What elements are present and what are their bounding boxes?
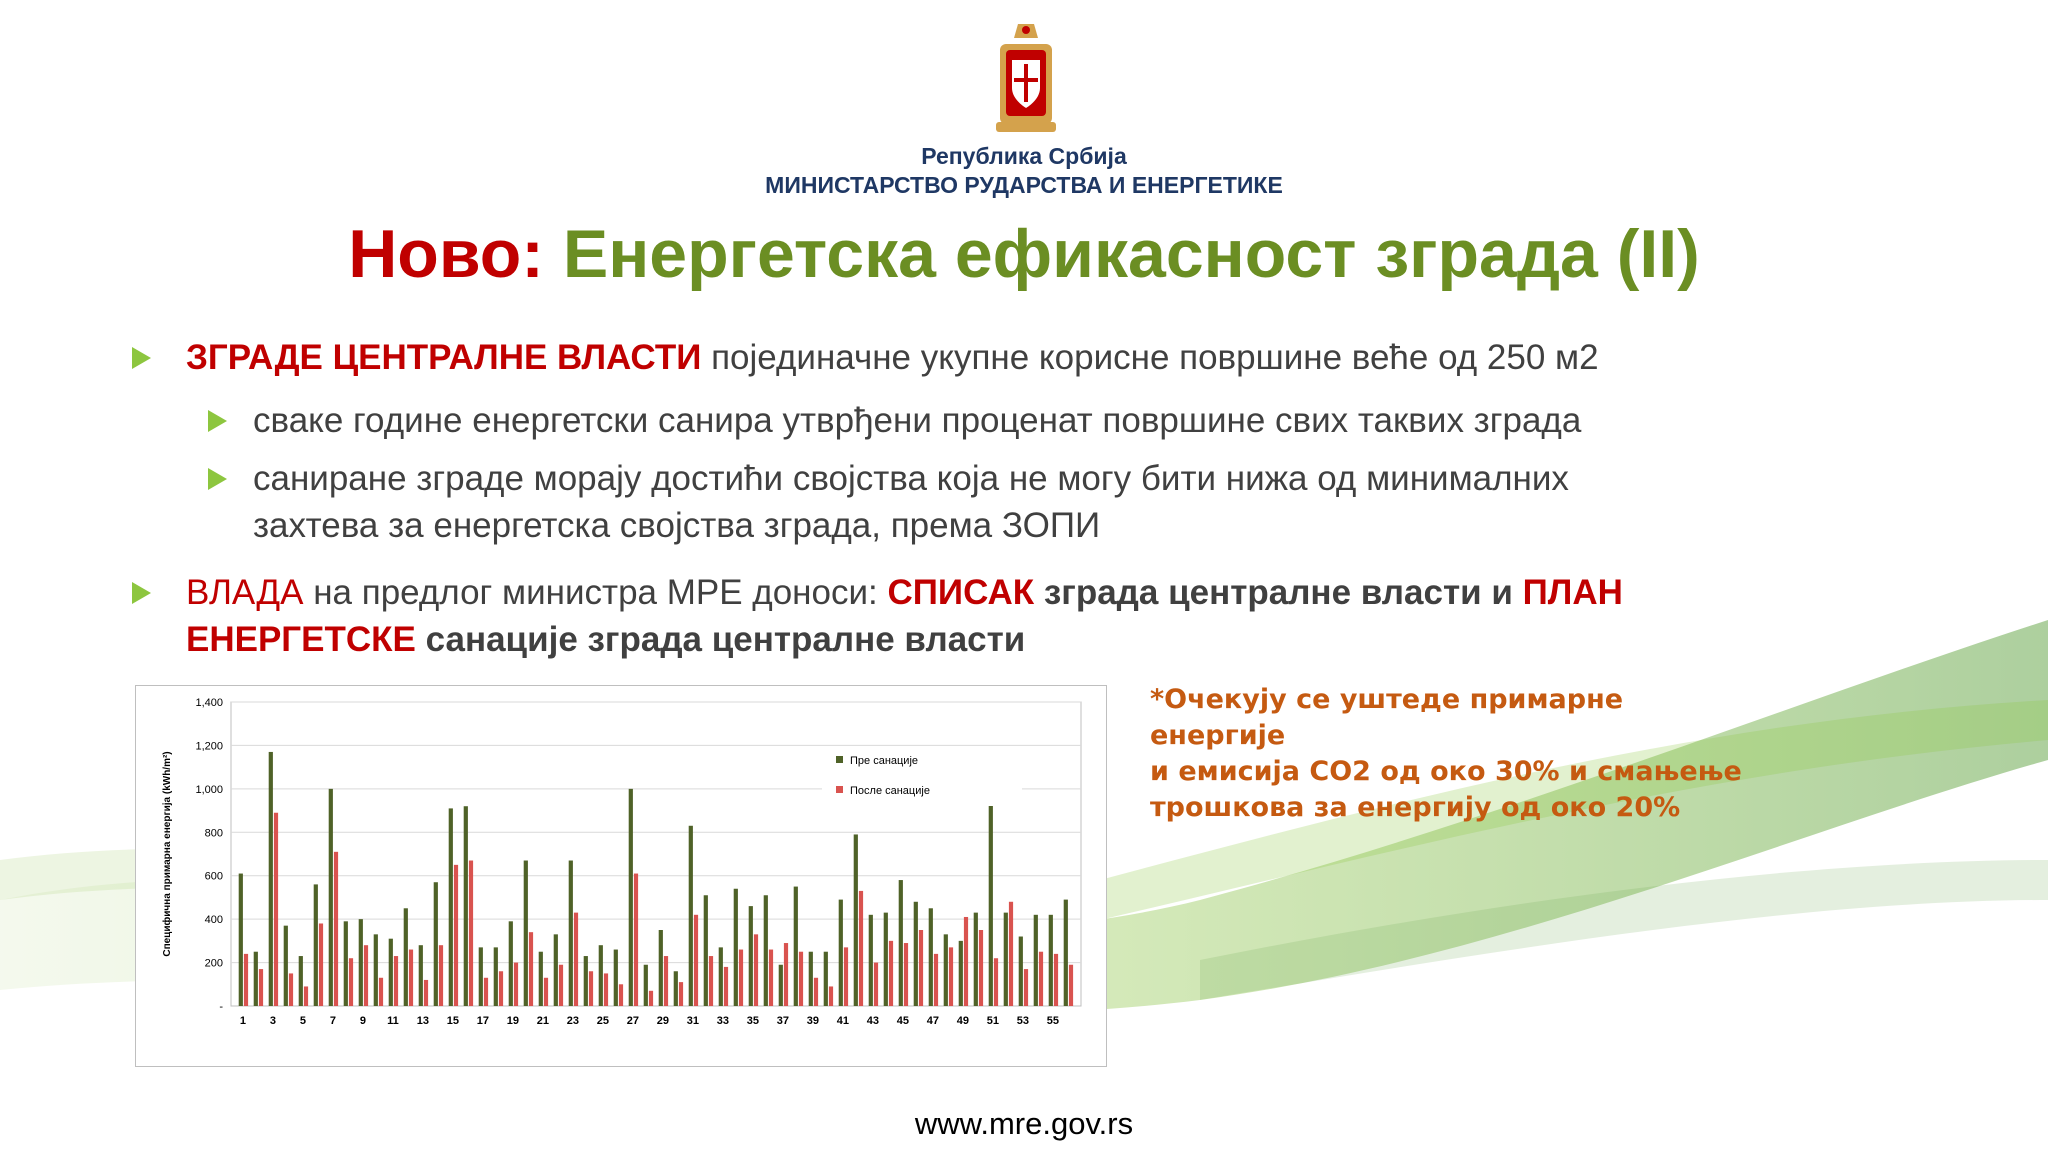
bar-before — [674, 971, 678, 1006]
bar-after — [664, 956, 668, 1006]
bar-after — [244, 954, 248, 1006]
energy-chart — [135, 685, 1107, 1067]
bar-before — [464, 806, 468, 1006]
bar-before — [749, 906, 753, 1006]
bar-after — [904, 943, 908, 1006]
bar-before — [404, 908, 408, 1006]
bar-before — [734, 889, 738, 1006]
bar-before — [344, 921, 348, 1006]
bar-before — [569, 861, 573, 1006]
footer-url[interactable]: www.mre.gov.rs — [914, 1106, 1134, 1141]
bar-after — [799, 952, 803, 1006]
bar-before — [524, 861, 528, 1006]
bar-before — [884, 913, 888, 1006]
bar-after — [469, 861, 473, 1006]
bar-before — [1049, 915, 1053, 1006]
x-tick-label: 39 — [806, 1015, 820, 1027]
x-tick-label: 11 — [387, 1015, 399, 1027]
bar-before — [659, 930, 663, 1006]
bar-before — [869, 915, 873, 1006]
sub-bullet-arrow-icon — [208, 468, 227, 490]
bar-after — [709, 956, 713, 1006]
x-tick-label: 25 — [596, 1015, 610, 1027]
bar-before — [284, 926, 288, 1006]
x-tick-label: 49 — [956, 1015, 970, 1027]
bar-after — [544, 978, 548, 1006]
bar-after — [529, 932, 533, 1006]
bar-after — [769, 950, 773, 1006]
bar-before — [479, 947, 483, 1006]
bar-after — [814, 978, 818, 1006]
bar-after — [934, 954, 938, 1006]
bar-before — [584, 956, 588, 1006]
note-line-3: трошкова за енергију од око 20% — [1150, 792, 1681, 823]
bar-after — [514, 963, 518, 1006]
bar-before — [389, 939, 393, 1006]
bar-before — [1064, 900, 1068, 1006]
sub-bullet-line-2: захтева за енергетска својства зграда, према ЗОПИ — [253, 506, 1101, 545]
sub-bullet-minimum-requirements — [253, 455, 2003, 549]
bar-after — [379, 978, 383, 1006]
x-tick-label: 29 — [656, 1015, 670, 1027]
bar-after — [754, 934, 758, 1006]
serbia-coat-of-arms-icon — [990, 22, 1062, 142]
bar-before — [809, 952, 813, 1006]
bar-before — [914, 902, 918, 1006]
x-tick-label: 37 — [776, 1015, 790, 1027]
x-tick-label: 23 — [566, 1015, 580, 1027]
x-tick-label: 45 — [896, 1015, 910, 1027]
bar-before — [269, 752, 273, 1006]
bar-after — [1009, 902, 1013, 1006]
bar-after — [739, 950, 743, 1006]
page-title — [0, 215, 2048, 293]
list-label: СПИСАК — [887, 573, 1035, 612]
savings-note — [1150, 682, 1750, 826]
bar-before — [644, 965, 648, 1006]
bar-before — [944, 934, 948, 1006]
bar-before — [539, 952, 543, 1006]
bar-after — [1024, 969, 1028, 1006]
bar-after — [274, 813, 278, 1006]
bar-before — [359, 919, 363, 1006]
bar-after — [334, 852, 338, 1006]
bar-after — [979, 930, 983, 1006]
bar-before — [779, 965, 783, 1006]
bar-before — [989, 793, 993, 1006]
x-tick-label: 51 — [986, 1015, 1000, 1027]
bar-after — [439, 945, 443, 1006]
bar-after — [349, 958, 353, 1006]
bullet-arrow-icon — [132, 347, 151, 369]
y-tick-label: 1,000 — [195, 783, 223, 796]
bar-after — [844, 947, 848, 1006]
bar-before — [719, 947, 723, 1006]
bar-before — [374, 934, 378, 1006]
legend-label-after: После санације — [850, 785, 930, 797]
bar-after — [679, 982, 683, 1006]
bar-before — [254, 952, 258, 1006]
bar-before — [794, 887, 798, 1006]
bar-before — [554, 934, 558, 1006]
bar-after — [409, 950, 413, 1006]
y-tick-label: 200 — [204, 957, 223, 970]
bar-after — [259, 969, 263, 1006]
bar-after — [784, 943, 788, 1006]
bar-before — [929, 908, 933, 1006]
x-tick-label: 21 — [536, 1015, 550, 1027]
bar-before — [419, 945, 423, 1006]
bar-before — [599, 945, 603, 1006]
note-line-2: и емисија CO2 од око 30% и смањење — [1150, 756, 1742, 787]
x-tick-label: 17 — [476, 1015, 490, 1027]
x-tick-label: 5 — [299, 1015, 306, 1027]
bar-after — [829, 986, 833, 1006]
y-tick-label: 1,400 — [195, 697, 223, 709]
bar-before — [614, 950, 618, 1006]
x-tick-label: 13 — [416, 1015, 430, 1027]
title-main: Енергетска ефикасност зграда (II) — [562, 216, 1700, 292]
sub-bullet-arrow-icon — [208, 410, 227, 432]
x-tick-label: 33 — [716, 1015, 730, 1027]
sub-bullet-line-1: саниране зграде морају достићи својства која не могу бити нижа од минималних — [253, 459, 1569, 498]
bar-after — [394, 956, 398, 1006]
x-tick-label: 7 — [329, 1015, 336, 1027]
government-text: на предлог министра МРЕ доноси: — [313, 573, 878, 612]
x-tick-label: 1 — [239, 1015, 246, 1027]
plan-text: санације зграда централне власти — [425, 620, 1026, 659]
x-tick-label: 3 — [269, 1015, 276, 1027]
bar-before — [824, 952, 828, 1006]
bullet-central-buildings — [186, 334, 1986, 381]
legend-swatch-before — [836, 756, 843, 763]
bar-after — [619, 984, 623, 1006]
title-prefix: Ново: — [348, 216, 544, 292]
x-tick-label: 15 — [446, 1015, 460, 1027]
bar-after — [484, 978, 488, 1006]
bar-before — [689, 826, 693, 1006]
bar-after — [1039, 952, 1043, 1006]
bar-after — [319, 923, 323, 1006]
republic-label: Република Србија — [921, 143, 1127, 169]
legend-swatch-after — [836, 786, 843, 793]
bar-after — [1054, 954, 1058, 1006]
ministry-name: МИНИСТАРСТВО РУДАРСТВА И ЕНЕРГЕТИКЕ — [765, 172, 1283, 198]
bar-before — [974, 913, 978, 1006]
y-tick-label: - — [219, 1001, 223, 1013]
bar-before — [329, 789, 333, 1006]
x-tick-label: 53 — [1016, 1015, 1030, 1027]
plan-label: ПЛАН — [1522, 573, 1623, 612]
bar-after — [364, 945, 368, 1006]
bar-after — [499, 971, 503, 1006]
bar-after — [289, 973, 293, 1006]
bar-before — [854, 834, 858, 1006]
bar-before — [899, 880, 903, 1006]
bar-after — [994, 958, 998, 1006]
sub-bullet-annual-renovation: сваке године енергетски санира утврђени проценат површине свих таквих зграда — [253, 401, 1582, 440]
x-tick-label: 43 — [866, 1015, 880, 1027]
x-tick-label: 55 — [1046, 1015, 1060, 1027]
y-tick-label: 1,200 — [195, 740, 223, 753]
bar-after — [919, 930, 923, 1006]
bar-before — [1034, 915, 1038, 1006]
bar-after — [694, 915, 698, 1006]
bar-before — [509, 921, 513, 1006]
bar-after — [649, 991, 653, 1006]
energy-chart-svg — [136, 686, 1106, 1066]
bar-after — [574, 913, 578, 1006]
bar-after — [304, 986, 308, 1006]
x-tick-label: 35 — [746, 1015, 760, 1027]
bar-before — [314, 884, 318, 1006]
y-axis-label: Специфична примарна енергија (kWh/m²) — [162, 751, 173, 957]
bar-after — [949, 947, 953, 1006]
bar-after — [424, 980, 428, 1006]
bar-before — [1019, 937, 1023, 1006]
government-label: ВЛАДА — [186, 573, 304, 612]
x-tick-label: 41 — [836, 1015, 850, 1027]
bar-after — [859, 891, 863, 1006]
y-tick-label: 400 — [204, 914, 223, 927]
bar-after — [589, 971, 593, 1006]
y-tick-label: 600 — [204, 870, 223, 883]
bar-before — [629, 789, 633, 1006]
bar-before — [239, 874, 243, 1006]
x-tick-label: 47 — [926, 1015, 940, 1027]
bar-after — [454, 865, 458, 1006]
bar-after — [634, 874, 638, 1006]
bar-before — [494, 947, 498, 1006]
bullet-highlight: ЗГРАДЕ ЦЕНТРАЛНЕ ВЛАСТИ — [186, 338, 702, 377]
list-text: зграда централне власти и — [1043, 573, 1513, 612]
energy-label: ЕНЕРГЕТСКЕ — [186, 620, 416, 659]
x-tick-label: 19 — [506, 1015, 520, 1027]
bar-after — [874, 963, 878, 1006]
bar-after — [604, 973, 608, 1006]
bar-before — [764, 895, 768, 1006]
bar-before — [959, 941, 963, 1006]
bar-before — [704, 895, 708, 1006]
bar-after — [964, 917, 968, 1006]
bar-before — [1004, 913, 1008, 1006]
legend-label-before: Пре санације — [850, 755, 919, 767]
y-tick-label: 800 — [204, 827, 223, 840]
bullet-arrow-icon — [132, 582, 151, 604]
bar-after — [1069, 965, 1073, 1006]
x-tick-label: 9 — [359, 1015, 366, 1027]
bar-before — [449, 808, 453, 1006]
bullet-government — [186, 569, 1806, 663]
x-tick-label: 27 — [626, 1015, 640, 1027]
note-line-1: *Очекују се уштеде примарне енергије — [1150, 684, 1624, 751]
x-tick-label: 31 — [686, 1015, 700, 1027]
bar-after — [889, 941, 893, 1006]
bar-after — [559, 965, 563, 1006]
bar-before — [434, 882, 438, 1006]
bar-before — [839, 900, 843, 1006]
bar-before — [299, 956, 303, 1006]
bar-after — [724, 967, 728, 1006]
bullet-text: појединачне укупне корисне површине веће од 250 м2 — [711, 338, 1599, 377]
